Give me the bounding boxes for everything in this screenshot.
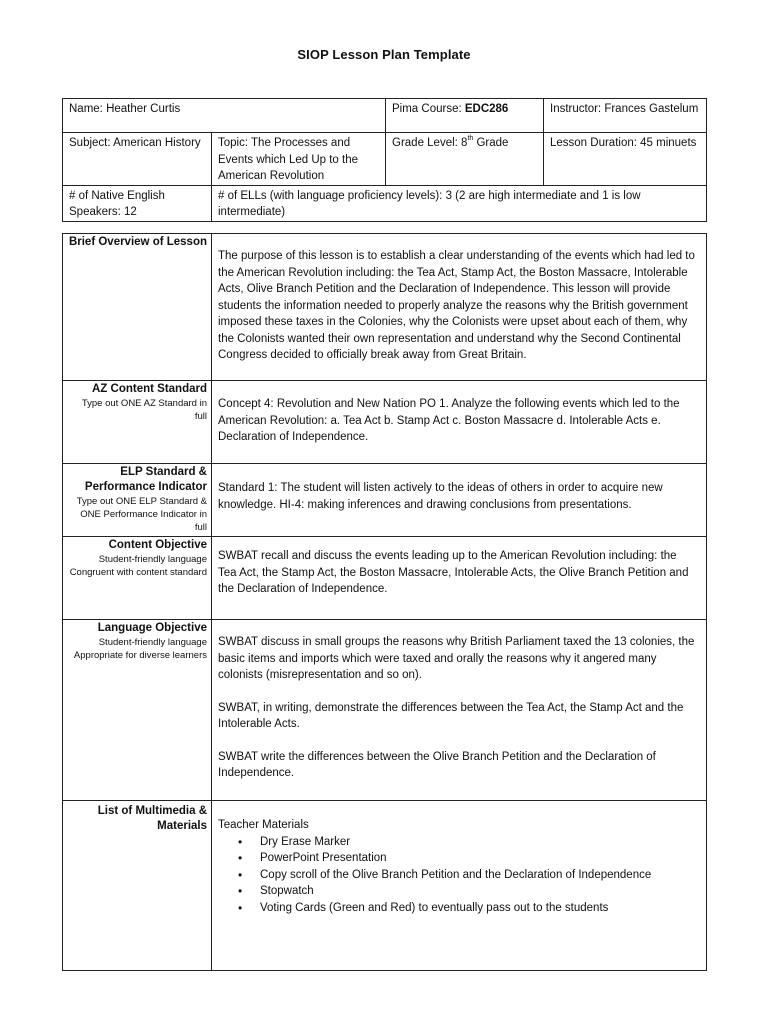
elp-standard-label-cell [63,464,212,537]
language-objective-hint-1: Student-friendly language [98,637,207,648]
materials-list-item: • Voting Cards (Green and Red) to eventually pass out to the students [260,900,698,917]
elp-standard-text: Standard 1: The student will listen actively to the ideas of others in order to acquire new knowledge. HI-4: making inferences and drawing conclusions from presentations. [218,482,663,511]
content-objective-text: SWBAT recall and discuss the events leading up to the American Revolution including: the Tea Act, the Stamp Act, the Boston Massacre, Intolerable Acts, the Olive Branch Petition and the Declaration of Independence. [218,550,689,595]
grade-level-suffix: th [467,135,474,143]
overview-content-cell [212,234,707,381]
language-objective-hint-2: Appropriate for diverse learners [73,650,207,661]
overview-label-cell [63,234,212,381]
content-objective-content-cell [212,537,707,620]
topic: Topic: The Processes and Events which Led Up to the American Revolution [212,133,386,186]
info-row [63,185,707,221]
materials-content-cell [212,801,707,971]
page-title: SIOP Lesson Plan Template [297,47,471,62]
materials-row [63,801,707,971]
content-objective-label: Content Objective [108,539,207,551]
elp-standard-content-cell [212,464,707,537]
language-objective-text-3: SWBAT write the differences between the Olive Branch Petition and the Declaration of Independence. [218,750,656,779]
ells-count: # of ELLs (with language proficiency levels): 3 (2 are high intermediate and 1 is low intermediate) [212,185,707,221]
language-objective-content-cell [212,620,707,801]
materials-list [218,834,698,917]
content-objective-label-cell [63,537,212,620]
grade-level-text: Grade Level: 8 [392,137,468,149]
grade-level-word: Grade [473,137,509,149]
az-standard-row [63,381,707,464]
elp-standard-hint: Type out ONE ELP Standard & ONE Performance Indicator in full [76,496,207,533]
az-standard-text: Concept 4: Revolution and New Nation PO 1. Analyze the following events which led to the American Revolution: a. Tea Act b. Stamp Act c. Boston Massacre d. Intolerable Acts e. Declaration of Independence. [218,398,680,443]
materials-heading: Teacher Materials [218,819,309,831]
content-objective-row [63,537,707,620]
instructor-name: Instructor: Frances Gastelum [544,99,707,133]
az-standard-label-cell [63,381,212,464]
materials-label-cell [63,801,212,971]
teacher-name: Name: Heather Curtis [63,99,386,133]
language-objective-row [63,620,707,801]
course-label: Pima Course: [392,103,465,115]
native-speakers: # of Native English Speakers: 12 [63,185,212,221]
materials-list-item: • Stopwatch [260,883,698,900]
info-row [63,133,707,186]
grade-level [386,133,544,186]
language-objective-label-cell [63,620,212,801]
elp-standard-row [63,464,707,537]
overview-text: The purpose of this lesson is to establish a clear understanding of the events which had led to the American Revolution including: the Tea Act, Stamp Act, the Boston Massacre, Intolerable Acts, Olive Branch Petition and the Declaration of Independence. This lesson will provide students the information needed to properly analyze the reasons why the British government imposed these taxes in the Colonies, why the Colonists were upset about each of them, why the Colonists wanted their own representation and understand why the Second Continental Congress decided to officially break away from Great Britain. [218,250,695,361]
az-standard-content-cell [212,381,707,464]
content-objective-hint-1: Student-friendly language [98,554,207,565]
materials-list-item: • Dry Erase Marker [260,834,698,851]
language-objective-text-1: SWBAT discuss in small groups the reasons why British Parliament taxed the 13 colonies, the basic items and imports which were taxed and orally the reasons why it angered many colonists (misrepresentation and so on). [218,636,695,681]
language-objective-text-2: SWBAT, in writing, demonstrate the differences between the Tea Act, the Stamp Act and the Intolerable Acts. [218,701,684,730]
lesson-plan-table [62,233,707,971]
materials-list-item: • Copy scroll of the Olive Branch Petition and the Declaration of Independence [260,867,698,884]
materials-label: List of Multimedia & Materials [97,805,207,832]
course-cell [386,99,544,133]
overview-label: Brief Overview of Lesson [68,236,207,248]
course-code: EDC286 [464,103,509,115]
elp-standard-label: ELP Standard & Performance Indicator [84,466,207,493]
materials-list-item: • PowerPoint Presentation [260,850,698,867]
lesson-info-table [62,98,707,222]
overview-row [63,234,707,381]
content-objective-hint-2: Congruent with content standard [69,567,207,578]
az-standard-hint: Type out ONE AZ Standard in full [81,398,207,422]
info-row [63,99,707,133]
lesson-duration: Lesson Duration: 45 minuets [544,133,707,186]
language-objective-label: Language Objective [97,622,207,634]
az-standard-label: AZ Content Standard [92,383,207,395]
subject: Subject: American History [63,133,212,186]
